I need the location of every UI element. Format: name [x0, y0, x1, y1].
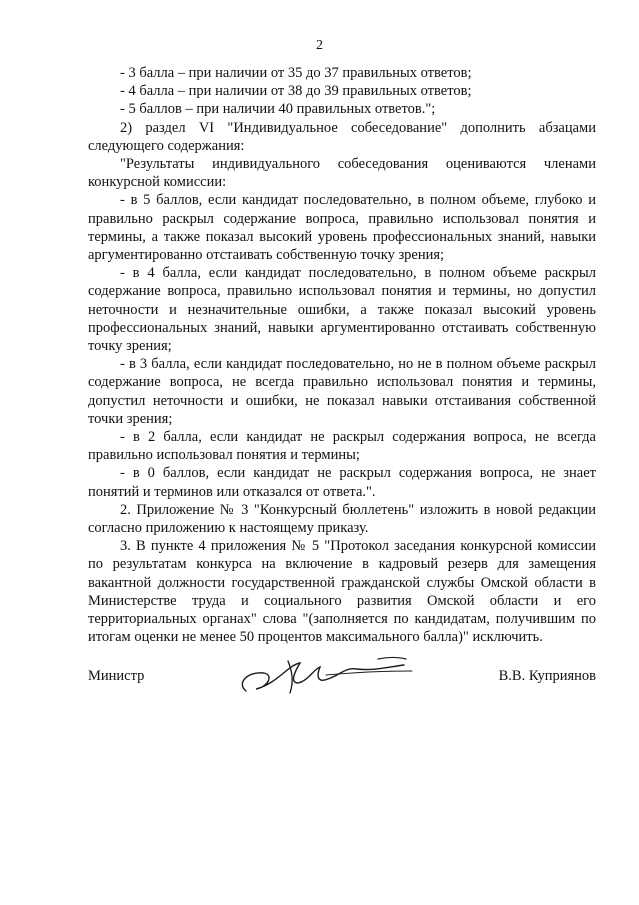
paragraph-score-3: - 3 балла – при наличии от 35 до 37 правильных ответов; — [120, 65, 472, 81]
signature-block — [88, 667, 596, 707]
paragraph-interview-4: - в 4 балла, если кандидат последовательно, в полном объеме раскрыл содержание вопроса, правильно использовал понятия и термины, но допустил неточности и незначительные ошибки, а также показал высокий уровень профессиональных знаний, навыки аргументированно отстаивать собственную точку зрения; — [88, 265, 596, 355]
signatory-name: В.В. Куприянов — [498, 668, 596, 684]
paragraph-interview-3: - в 3 балла, если кандидат последовательно, но не в полном объеме раскрыл содержание вопроса, не всегда правильно использовал понятия и термины, допустил неточности и ошибки, не показал навыки отстаивания собственной точки зрения; — [88, 356, 596, 427]
signatory-title: Министр — [88, 668, 145, 684]
paragraph-item-2: 2. Приложение № 3 "Конкурсный бюллетень" изложить в новой редакции согласно приложению к настоящему приказу. — [88, 501, 596, 537]
paragraph-score-4: - 4 балла – при наличии от 38 до 39 правильных ответов; — [120, 83, 472, 100]
handwritten-signature — [228, 653, 418, 703]
paragraph-interview-5: - в 5 баллов, если кандидат последовательно, в полном объеме, глубоко и правильно раскрыл содержание вопроса, правильно использовал понятия и термины, а также показал высокий уровень профессиональных знаний, навыки аргументированно отстаивать собственную точку зрения; — [88, 192, 596, 264]
page-number: 2 — [316, 38, 323, 53]
document-body — [88, 64, 596, 647]
paragraph-interview-results: "Результаты индивидуального собеседования оцениваются членами конкурсной комиссии: — [88, 156, 596, 191]
paragraph-section-vi: 2) раздел VI "Индивидуальное собеседование" дополнить абзацами следующего содержания: — [88, 119, 596, 154]
paragraph-interview-2: - в 2 балла, если кандидат не раскрыл содержания вопроса, не всегда правильно использовал понятия и термины; — [88, 429, 596, 464]
paragraph-item-3: 3. В пункте 4 приложения № 5 "Протокол заседания конкурсной комиссии по результатам конкурса на включение в кадровый резерв для замещения вакантной должности государственной гражданской службы Омской области в Министерстве труда и социального развития Омской области и его территориальных органах" слова "(заполняется по кандидатам, получившим по итогам оценки не менее 50 процентов максимального балла)" исключить. — [88, 538, 596, 646]
paragraph-interview-0: - в 0 баллов, если кандидат не раскрыл содержания вопроса, не знает понятий и терминов или отказался от ответа.". — [88, 465, 596, 500]
paragraph-score-5: - 5 баллов – при наличии 40 правильных ответов."; — [120, 101, 436, 118]
